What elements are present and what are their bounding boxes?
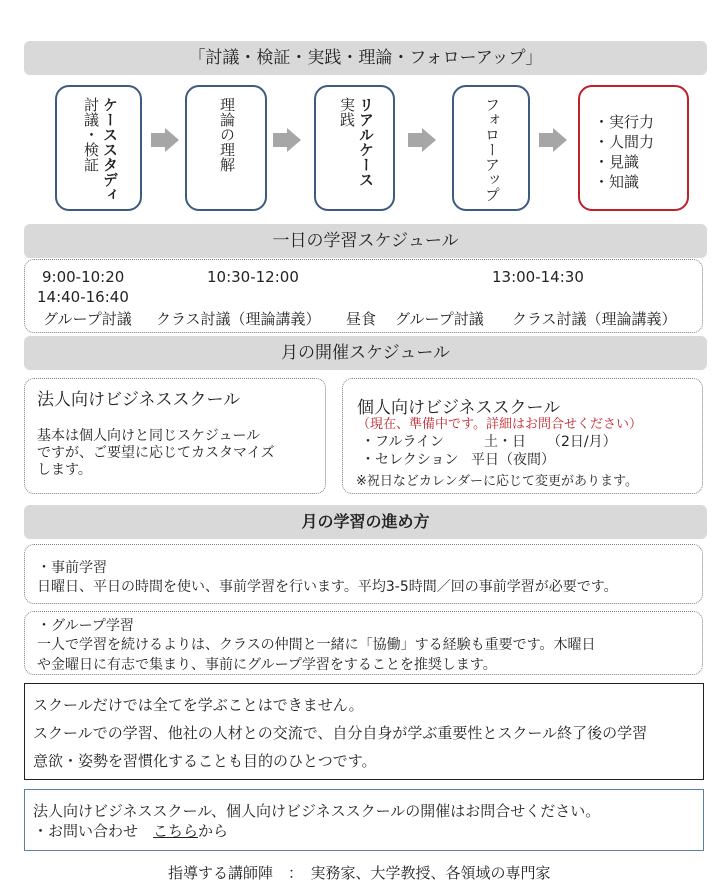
pre-study-box [24,544,703,604]
time-slot: 9:00-10:20 [42,268,125,286]
result-item: ・実行力 [594,113,655,131]
right-arrow-icon [287,128,301,152]
time-slot: 14:40-16:40 [37,288,129,306]
group-study-text: や金曜日に有志で集まり、事前にグループ学習をすることを推奨します。 [37,657,497,673]
arrow-stem [539,133,553,147]
individual-school-title: 個人向けビジネススクール [357,398,561,418]
flow-box-real-case-title: リアルケース [357,97,375,187]
group-study-box [24,611,703,675]
instructors-line: 指導する講師陣 ： 実務家、大学教授、各領域の専門家 [168,864,551,882]
daily-schedule-title: 一日の学習スケジュール [24,224,707,258]
result-item: ・人間力 [594,133,655,151]
contact-prefix: ・お問い合わせ [33,822,154,840]
corporate-school-text: します。 [37,462,92,478]
result-item: ・見識 [594,153,640,171]
full-line-label: ・フルライン [361,434,445,450]
flow-box-follow-up-title: フォローアップ [483,97,501,202]
flow-box-theory [185,85,267,211]
corporate-school-title: 法人向けビジネススクール [37,390,241,410]
statement-line: スクールでの学習、他社の人材との交流で、自分自身が学ぶ重要性とスクール終了後の学習 [33,724,648,742]
group-study-heading: ・グループ学習 [37,618,134,634]
activity: グループ討議 [43,310,132,328]
activity: グループ討議 [395,310,484,328]
header-bar: 「討議・検証・実践・理論・フォローアップ」 [24,41,707,75]
pre-study-heading: ・事前学習 [37,560,107,576]
contact-link[interactable]: こちら [153,822,199,840]
time-slot: 10:30-12:00 [207,268,299,286]
time-slot: 13:00-14:30 [492,268,584,286]
flow-box-case-study-title: ケーススタディ [101,97,119,202]
full-line-days: 土・日 [484,434,526,450]
result-item: ・知識 [594,173,640,191]
flow-arrow-3 [408,128,436,152]
flow-arrow-1 [151,128,179,152]
flow-box-result [578,85,689,211]
activity: クラス討議（理論講義） [512,310,677,328]
arrow-stem [151,133,165,147]
statement-box [24,683,704,780]
flow-box-theory-title: 理論の理解 [218,97,236,172]
full-line-count: （2日/月） [547,434,617,450]
arrow-stem [408,133,422,147]
progress-title: 月の学習の進め方 [24,505,707,539]
right-arrow-icon [165,128,179,152]
flow-box-real-case-subtitle: 実践 [338,97,356,127]
flow-arrow-4 [539,128,567,152]
flow-box-case-study [55,85,142,211]
corporate-school-text: 基本は個人向けと同じスケジュール [37,428,261,444]
arrow-stem [273,133,287,147]
corporate-school-box [24,378,326,494]
right-arrow-icon [553,128,567,152]
flow-box-real-case [314,85,395,211]
flow-box-case-study-subtitle: 討議・検証 [82,97,100,172]
activity: クラス討議（理論講義） [156,310,321,328]
group-study-text: 一人で学習を続けるよりは、クラスの仲間と一緒に「協働」する経験も重要です。木曜日 [37,637,596,653]
contact-text: 法人向けビジネススクール、個人向けビジネススクールの開催はお問合せください。 [33,802,601,820]
statement-line: 意欲・姿勢を習慣化することも目的のひとつです。 [33,752,377,770]
activity: 昼食 [346,310,377,328]
corporate-school-text: ですが、ご要望に応じてカスタマイズ [37,445,275,461]
pre-study-text: 日曜日、平日の時間を使い、事前学習を行います。平均3-5時間／回の事前学習が必要です。 [37,579,618,595]
contact-inquiry [33,820,228,841]
flow-arrow-2 [273,128,301,152]
statement-line: スクールだけでは全てを学ぶことはできません。 [33,696,364,714]
flow-box-follow-up [452,85,530,211]
individual-school-footnote: ※祝日などカレンダーに応じて変更があります。 [356,474,639,489]
daily-schedule-box [24,259,703,333]
monthly-schedule-title: 月の開催スケジュール [24,336,707,370]
contact-box [24,789,704,851]
contact-suffix: から [198,822,229,840]
selection-days: 平日（夜間） [471,452,555,468]
right-arrow-icon [422,128,436,152]
selection-label: ・セレクション [361,452,459,468]
individual-school-notice: （現在、準備中です。詳細はお問合せください） [357,417,642,432]
individual-school-box [342,378,703,494]
